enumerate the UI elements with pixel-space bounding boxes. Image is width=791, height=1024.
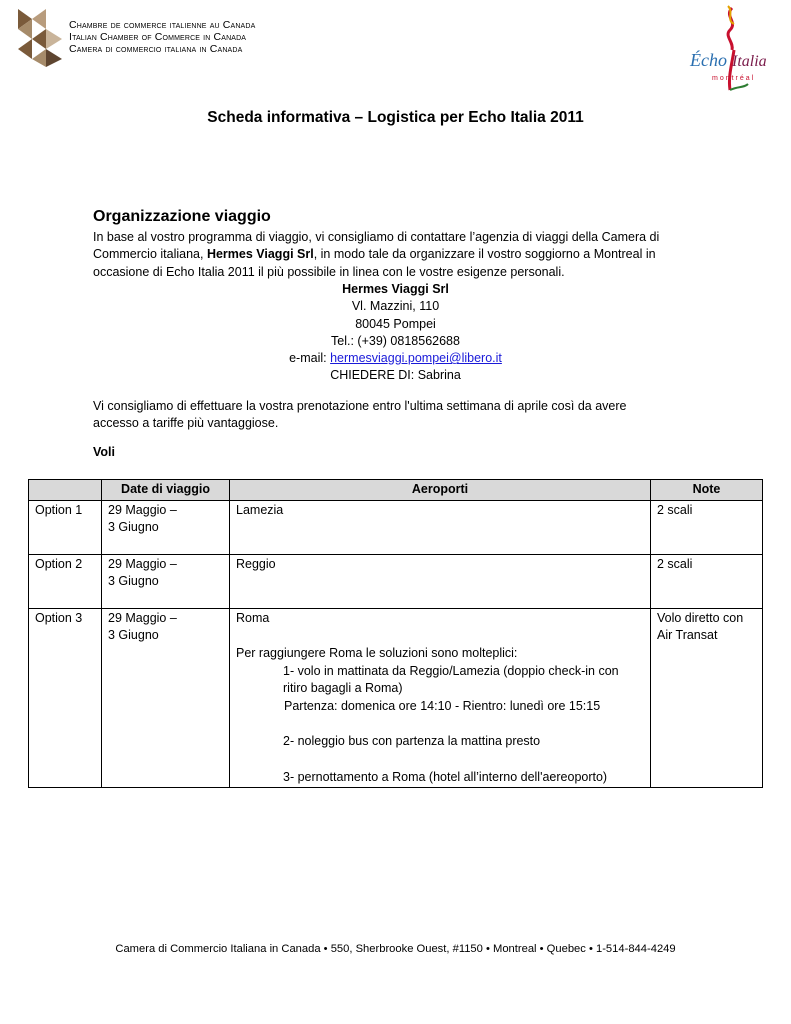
email-label: e-mail: <box>289 351 331 366</box>
intro-paragraph <box>93 229 693 281</box>
dates-cell <box>102 554 230 608</box>
table-header-row <box>29 480 763 501</box>
date-start: 29 Maggio – <box>108 502 177 517</box>
rome-option-1-times: Partenza: domenica ore 14:10 - Rientro: lunedì ore 15:15 <box>284 698 601 713</box>
dates-cell <box>102 608 230 788</box>
flight-options-table <box>28 479 763 788</box>
note-cell: 2 scali <box>651 554 763 608</box>
airport-cell <box>230 608 651 788</box>
airport-cell: Reggio <box>230 554 651 608</box>
option-cell: Option 2 <box>29 554 102 608</box>
svg-text:Écho: Écho <box>690 50 727 70</box>
airport-cell: Lamezia <box>230 500 651 554</box>
table-header-dates: Date di viaggio <box>102 480 230 501</box>
dates-cell <box>102 500 230 554</box>
agency-city: 80045 Pompei <box>355 316 436 331</box>
date-end: 3 Giugno <box>108 574 159 588</box>
echo-italia-logo-icon <box>688 2 770 94</box>
rome-option-2: 2- noleggio bus con partenza la mattina presto <box>283 734 541 748</box>
chamber-name-it: Camera di commercio italiana in Canada <box>69 43 243 55</box>
booking-advice: Vi consigliamo di effettuare la vostra prenotazione entro l'ultima settimana di aprile così da avere accesso a tariffe più vantaggiose. <box>93 399 627 431</box>
document-title: Scheda informativa – Logistica per Echo Italia 2011 <box>207 109 584 126</box>
email-link[interactable]: hermesviaggi.pompei@libero.it <box>330 351 502 366</box>
chamber-name-block <box>69 19 255 55</box>
svg-text:Italia: Italia <box>732 53 767 70</box>
section-title: Organizzazione viaggio <box>93 208 271 225</box>
date-end: 3 Giugno <box>108 628 159 642</box>
flights-heading: Voli <box>93 445 115 459</box>
option-cell: Option 1 <box>29 500 102 554</box>
date-end: 3 Giugno <box>108 520 159 534</box>
note-cell: Volo diretto con Air Transat <box>651 608 763 788</box>
chamber-logo-icon <box>18 9 62 67</box>
rome-options-intro: Per raggiungere Roma le soluzioni sono molteplici: <box>236 646 518 660</box>
table-header-option <box>29 480 102 501</box>
svg-text:montréal: montréal <box>712 75 756 82</box>
intro-text-before: In base al vostro programma di viaggio, vi consigliamo di contattare l’agenzia di viaggi della Camera di Commercio italiana, <box>93 230 660 262</box>
table-header-notes: Note <box>651 480 763 501</box>
agency-email-line <box>0 350 791 367</box>
agency-name-inline: Hermes Viaggi Srl <box>206 247 314 262</box>
chamber-name-fr: Chambre de commerce italienne au Canada <box>69 19 256 31</box>
agency-phone: Tel.: (+39) 0818562688 <box>331 333 460 348</box>
table-row <box>29 608 763 788</box>
table-row <box>29 500 763 554</box>
chamber-name-en: Italian Chamber of Commerce in Canada <box>69 31 247 43</box>
date-start: 29 Maggio – <box>108 610 177 625</box>
agency-street: Vl. Mazzini, 110 <box>351 299 440 314</box>
agency-contact-block <box>0 281 791 385</box>
table-row <box>29 554 763 608</box>
footer-address: Camera di Commercio Italiana in Canada • 550, Sherbrooke Ouest, #1150 • Montreal • Quebec • 1-514-844-4249 <box>115 943 676 955</box>
intro-text-after: , in modo tale da organizzare il vostro soggiorno a Montreal in occasione di Echo Italia 2011 il più possibile in linea con le vostre esigenze personali. <box>93 247 656 279</box>
agency-name: Hermes Viaggi Srl <box>342 282 449 296</box>
rome-option-3: 3- pernottamento a Roma (hotel all’interno dell'aereoporto) <box>283 769 608 784</box>
note-cell: 2 scali <box>651 500 763 554</box>
agency-contact-person: CHIEDERE DI: Sabrina <box>330 368 461 383</box>
table-header-airports: Aeroporti <box>230 480 651 501</box>
date-start: 29 Maggio – <box>108 556 177 571</box>
airport-name: Roma <box>236 610 270 625</box>
rome-option-1: 1- volo in mattinata da Reggio/Lamezia (doppio check-in con ritiro bagagli a Roma) <box>283 663 619 695</box>
option-cell: Option 3 <box>29 608 102 788</box>
